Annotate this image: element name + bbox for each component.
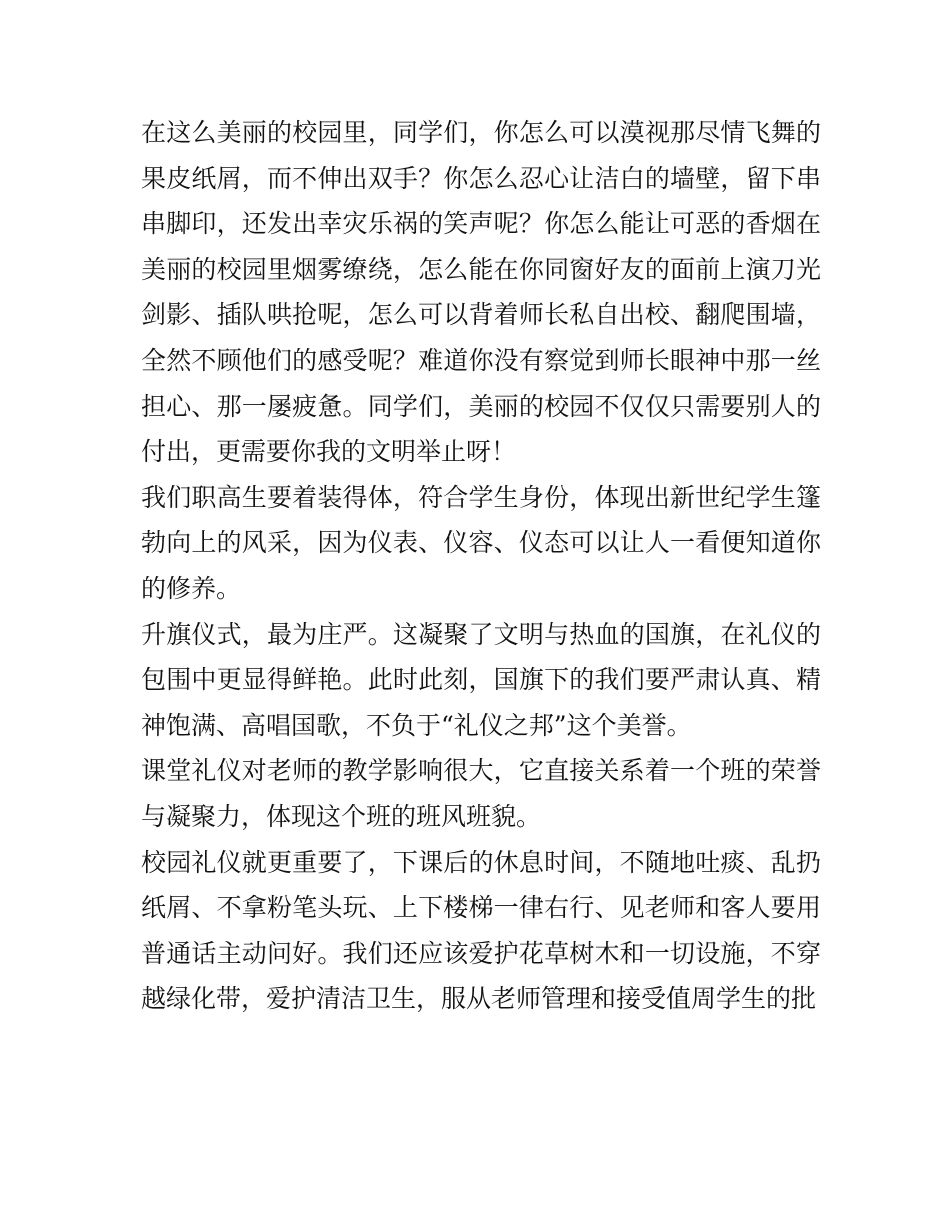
paragraph-1: 在这么美丽的校园里，同学们，你怎么可以漠视那尽情飞舞的果皮纸屑，而不伸出双手？你怎么忍心让洁白的墙壁，留下串串脚印，还发出幸灾乐祸的笑声呢？你怎么能让可恶的香烟在美丽的校园里烟雾缭绕，怎么能在你同窗好友的面前上演刀光剑影、插队哄抢呢，怎么可以背着师长私自出校、翻爬围墙，全然不顾他们的感受呢？难道你没有察觉到师长眼神中那一丝担心、那一屡疲惫。同学们，美丽的校园不仅仅只需要别人的付出，更需要你我的文明举止呀！ (141, 118, 821, 467)
document-page (141, 110, 821, 1022)
paragraph-5: 校园礼仪就更重要了，下课后的休息时间，不随地吐痰、乱扔纸屑、不拿粉笔头玩、上下楼梯一律右行、见老师和客人要用普通话主动问好。我们还应该爱护花草树木和一切设施，不穿越绿化带，爱护清洁卫生，服从老师管理和接受值周学生的批 (141, 847, 821, 1014)
paragraph-3: 升旗仪式，最为庄严。这凝聚了文明与热血的国旗，在礼仪的包围中更显得鲜艳。此时此刻，国旗下的我们要严肃认真、精神饱满、高唱国歌，不负于“礼仪之邦”这个美誉。 (141, 619, 821, 740)
paragraph-2: 我们职高生要着装得体，符合学生身份，体现出新世纪学生篷勃向上的风采，因为仪表、仪容、仪态可以让人一看便知道你的修养。 (141, 482, 821, 603)
paragraph-4: 课堂礼仪对老师的教学影响很大，它直接关系着一个班的荣誉与凝聚力，体现这个班的班风班貌。 (141, 756, 821, 831)
